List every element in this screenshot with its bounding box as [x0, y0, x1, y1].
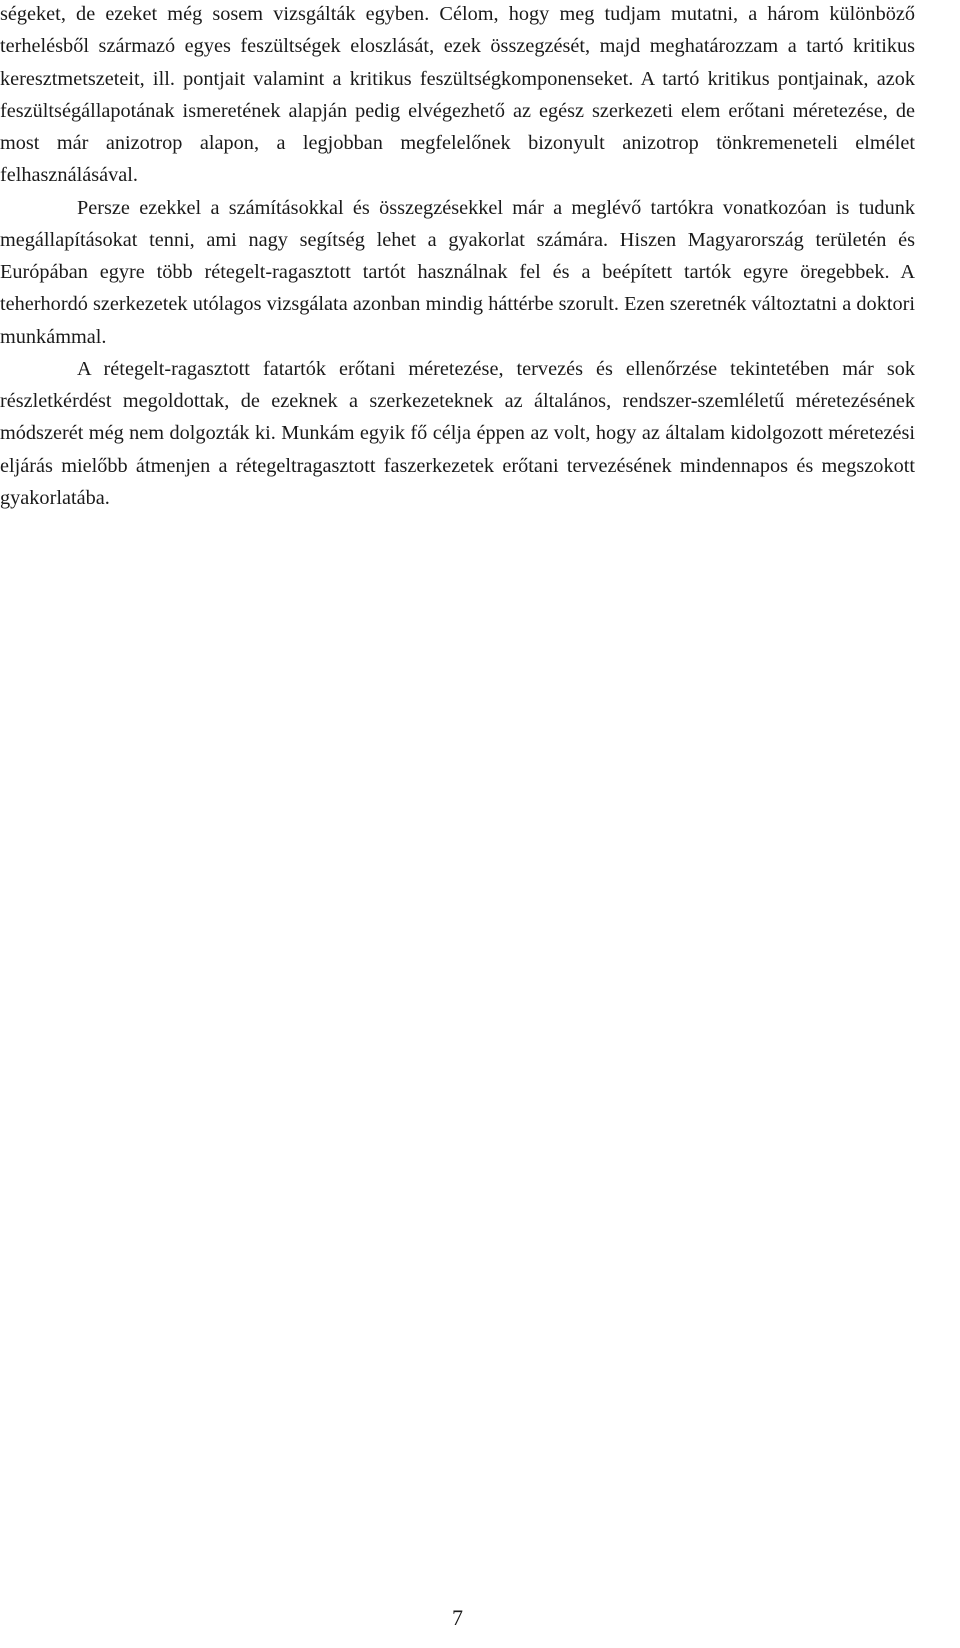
page-number — [0, 1605, 915, 1631]
body-text — [0, 0, 915, 514]
paragraph-1: ségeket, de ezeket még sosem vizsgálták egyben. Célom, hogy meg tudjam mutatni, a három különböző terhelésből származó egyes feszültségek eloszlását, ezek összegzését, majd meghatározzam a tartó kritikus keresztmetszeteit, ill. pontjait valamint a kritikus feszültségkomponenseket. A tartó kritikus pontjainak, azok feszültségállapotának ismeretének alapján pedig elvégezhető az egész szerkezeti elem erőtani méretezése, de most már anizotrop alapon, a legjobban megfelelőnek bizonyult anizotrop tönkremeneteli elmélet felhasználásával. — [0, 3, 915, 187]
paragraph-2: Persze ezekkel a számításokkal és összegzésekkel már a meglévő tartókra vonatkozóan is tudunk megállapításokat tenni, ami nagy segítség lehet a gyakorlat számára. Hiszen Magyarország területén és Európában egyre több rétegelt-ragasztott tartót használnak fel és a beépített tartók egyre öregebbek. A teherhordó szerkezetek utólagos vizsgálata azonban mindig háttérbe szorult. Ezen szeretnék változtatni a doktori munkámmal. — [0, 196, 915, 348]
paragraph-3: A rétegelt-ragasztott fatartók erőtani méretezése, tervezés és ellenőrzése tekintetében már sok részletkérdést megoldottak, de ezeknek a szerkezeteknek az általános, rendszer-szemléletű méretezésének módszerét még nem dolgozták ki. Munkám egyik fő célja éppen az volt, hogy az általam kidolgozott méretezési eljárás mielőbb átmenjen a rétegeltragasztott faszerkezetek erőtani tervezésének mindennapos és megszokott gyakorlatába. — [0, 357, 915, 509]
page-number-label: 7 — [452, 1605, 463, 1630]
